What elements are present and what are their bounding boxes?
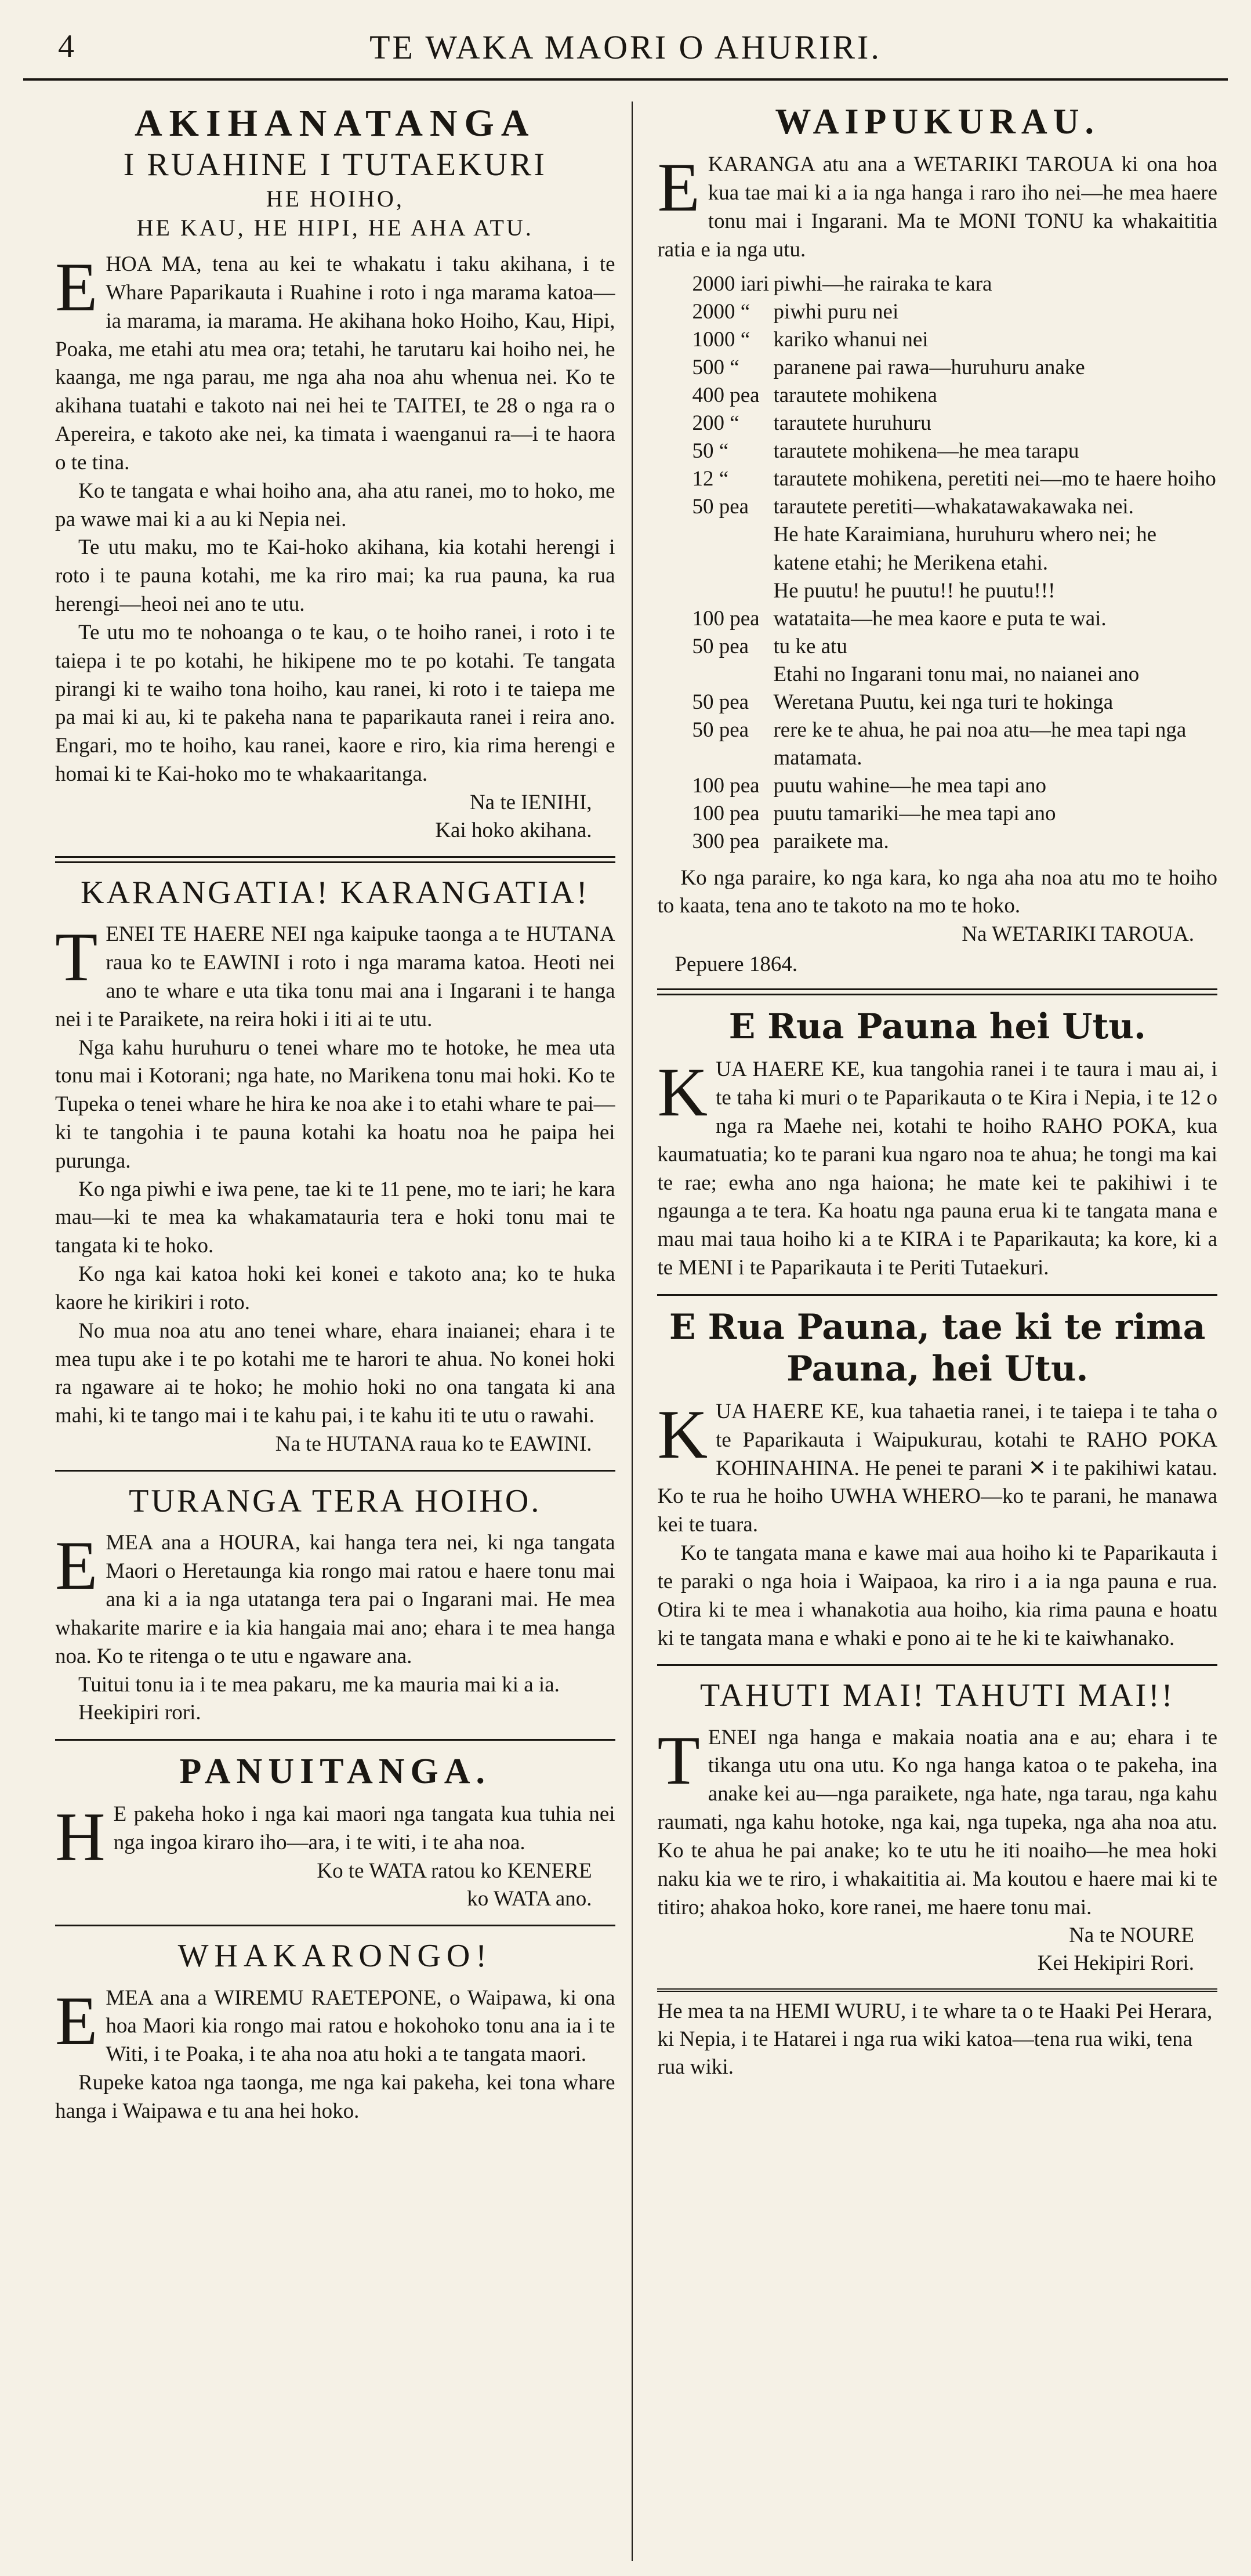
list-item	[692, 521, 1217, 577]
item-description: tu ke atu	[773, 634, 847, 658]
paragraph: Nga kahu huruhuru o tenei whare mo te hotoke, he mea uta tonu mai i Kotorani; nga hate, no Marikena tonu mai hoki. Ko te Tupeka o tenei whare he hira ke noa ake i to etahi whare te pai—ki te tangohia i te pauna kotahi ka hoatu noa he paipa hei purunga.	[55, 1035, 615, 1173]
quantity: 50 “	[692, 439, 729, 463]
quantity: 100 pea	[692, 606, 760, 631]
signature: Ko te WATA ratou ko KENERE	[317, 1859, 592, 1883]
quantity: 1000 “	[692, 327, 750, 352]
list-item	[692, 800, 1217, 828]
section-divider	[657, 1664, 1217, 1666]
article-title: E Rua Pauna hei Utu.	[728, 1006, 1146, 1048]
article-subtitle: I RUAHINE I TUTAEKURI	[123, 146, 547, 183]
item-description: Weretana Puutu, kei nga turi te hokinga	[773, 690, 1114, 715]
item-description: tarautete mohikena	[773, 383, 937, 407]
list-item	[692, 577, 1217, 605]
item-description: rere ke te ahua, he pai noa atu—he mea tapi nga matamata.	[773, 718, 1187, 770]
quantity: 500 “	[692, 355, 739, 379]
paragraph: Ko te tangata e whai hoiho ana, aha atu ranei, mo to hoko, me pa wawe mai ki a au ki Nepia nei.	[55, 479, 615, 531]
article-rua-pauna-rima	[657, 1306, 1217, 1653]
article-body	[55, 248, 615, 789]
paragraph: UA HAERE KE, kua tahaetia ranei, i te taiepa i te taha o te Paparikauta i Waipukurau, kotahi te RAHO POKA KOHINAHINA. He penei te parani ✕ i te pakihiwi katau. Ko te rua he hoiho UWHA WHERO—ko te parani, he manawa kei te tuara.	[657, 1399, 1217, 1537]
quantity: 100 pea	[692, 774, 760, 798]
quantity: 100 pea	[692, 802, 760, 826]
paragraph: ENEI TE HAERE NEI nga kaipuke taonga a te HUTANA raua ko te EAWINI i roto i nga marama katoa. Heoti nei ano te whare e uta tika tonu mai ana i Ingarani i te hanga nei i te Paraikete, na reira hoki i iti ai te utu.	[55, 922, 615, 1031]
list-item	[692, 298, 1217, 326]
article-body	[657, 148, 1217, 264]
article-title: WAIPUKURAU.	[775, 102, 1100, 142]
section-divider	[55, 1739, 615, 1741]
quantity: 50 pea	[692, 634, 749, 658]
list-item	[692, 270, 1217, 298]
item-description: puutu tamariki—he mea tapi ano	[773, 802, 1056, 826]
list-item	[692, 437, 1217, 465]
running-title: TE WAKA MAORI O AHURIRI.	[369, 28, 882, 66]
quantity: 50 pea	[692, 718, 749, 742]
drop-cap: K	[657, 1395, 708, 1473]
article-tahuti	[657, 1676, 1217, 1977]
quantity	[692, 521, 773, 577]
article-karangatia	[55, 874, 615, 1458]
article-subheading: HE HOIHO,	[266, 186, 404, 212]
section-divider	[657, 1294, 1217, 1296]
drop-cap: T	[657, 1721, 700, 1799]
paragraph: Ko nga piwhi e iwa pene, tae ki te 11 pene, mo te iari; he kara mau—ki te mea ka whakamatauria tera e hoki tonu mai te tangata ki te hoko.	[55, 1177, 615, 1258]
right-column	[633, 102, 1228, 2561]
drop-cap: T	[55, 918, 98, 996]
list-item	[692, 689, 1217, 716]
signature: Na te NOURE	[1069, 1923, 1194, 1948]
section-divider	[55, 1470, 615, 1472]
paragraph: Te utu maku, mo te Kai-hoko akihana, kia kotahi herengi i roto i te pauna kotahi, me ka riro mai; ka rua pauna, ka rua herengi—heoi nei ano te utu.	[55, 535, 615, 617]
section-divider	[55, 856, 615, 863]
article-waipukurau	[657, 102, 1217, 977]
item-description: tarautete peretiti—whakatawakawaka nei.	[773, 495, 1134, 519]
article-body	[55, 1529, 615, 1727]
list-item	[692, 493, 1217, 521]
signature: Na WETARIKI TAROUA.	[962, 922, 1194, 947]
signature: ko WATA ano.	[467, 1887, 592, 1911]
item-description: Etahi no Ingarani tonu mai, no naianei ano	[773, 662, 1140, 686]
article-akihanatanga	[55, 102, 615, 845]
columns	[23, 102, 1228, 2561]
paragraph: No mua noa atu ano tenei whare, ehara inaianei; ehara i te mea tupu ake i te po kotahi me te harori te ahua. No konei hoki ra ngaware ai te hoko; he mohio hoki no ona tangata ki ana mahi, ki te tango mai i te kahu pai, i te kahu iti te utu o rawahi.	[55, 1318, 615, 1428]
item-description: paraikete ma.	[773, 829, 889, 854]
item-description: kariko whanui nei	[773, 327, 929, 352]
section-divider	[657, 988, 1217, 995]
paragraph: Ko nga kai katoa hoki kei konei e takoto ana; ko te huka kaore he kirikiri i roto.	[55, 1262, 615, 1314]
date: Pepuere 1864.	[675, 952, 798, 977]
signature-title: Kai hoko akihana.	[435, 818, 592, 842]
paragraph: E pakeha hoko i nga kai maori nga tangata kua tuhia nei nga ingoa kiraro iho—ara, i te witi, i te aha noa.	[113, 1802, 615, 1855]
list-item	[692, 354, 1217, 382]
article-title: KARANGATIA! KARANGATIA!	[81, 875, 590, 911]
quantity	[692, 577, 773, 605]
item-description: puutu wahine—he mea tapi ano	[773, 774, 1047, 798]
item-description: piwhi—he rairaka te kara	[773, 271, 992, 296]
left-column	[23, 102, 632, 2561]
article-rua-pauna	[657, 1006, 1217, 1282]
signature: Na te HUTANA raua ko te EAWINI.	[275, 1432, 592, 1457]
paragraph: UA HAERE KE, kua tangohia ranei i te taura i mau ai, i te taha ki muri o te Paparikauta o te Kira i Nepia, i te 12 o nga ra Maehe nei, kotahi te hoiho RAHO POKA, kua kaumatuatia; ko te parani kua ngaro noa te ahua; he tongi ma kai te rae; ewha ano nga haiona; he mate kei te pakihiwi i te ngaunga a te tera. Ka hoatu nga pauna erua ki te tangata mana e mau mai taua hoiho ki a te KIRA i te Paparikauta; ka kore, ki a te MENI i te Paparikauta i te Periti Tutaekuri.	[657, 1057, 1217, 1280]
paragraph: ENEI nga hanga e makaia noatia ana e au; ehara i te tikanga utu ona utu. Ko nga hanga katoa o te pakeha, ina anake kei au—nga paraikete, nga hate, nga tarau, nga kahu raumati, nga kahu hotoke, nga kai, nga tupeka, nga aha noa atu. Ko te ahua he pai anake; ko te utu he iti noaiho—he mea hoki naku kia we te riro, i whakaititia ai. Ma koutou e haere mai ki te titiro; ahakoa hoko, kore ranei, me haere tonu mai.	[657, 1725, 1217, 1919]
quantity: 300 pea	[692, 829, 760, 854]
article-body	[55, 918, 615, 1430]
signature: Na te IENIHI,	[469, 790, 592, 814]
article-title: PANUITANGA.	[179, 1752, 491, 1792]
goods-list	[692, 270, 1217, 856]
item-description: He hate Karaimiana, huruhuru whero nei; he katene etahi; he Merikena etahi.	[773, 523, 1157, 575]
item-description: tarautete huruhuru	[773, 411, 931, 436]
quantity: 50 pea	[692, 690, 749, 715]
quantity: 2000 “	[692, 299, 750, 324]
article-turanga	[55, 1482, 615, 1727]
masthead	[23, 17, 1228, 81]
article-panuitanga	[55, 1751, 615, 1913]
quantity	[692, 661, 773, 689]
paragraph: Ko te tangata mana e kawe mai aua hoiho ki te Paparikauta i te paraki o nga hoia i Waipaoa, ka riro i a ia nga pauna e rua. Otira ki te mea i whanakotia aua hoiho, kia rima pauna e hoatu ki te tangata mana e whaki e pono ai te he ki te kaiwhanako.	[657, 1541, 1217, 1650]
article-subheading: HE KAU, HE HIPI, HE AHA ATU.	[136, 215, 534, 241]
list-item	[692, 828, 1217, 856]
article-title: TURANGA TERA HOIHO.	[129, 1483, 542, 1520]
paragraph: Ko nga paraire, ko nga kara, ko nga aha noa atu mo te hoiho to kaata, tena ano te takoto na mo te hoko.	[657, 865, 1217, 918]
paragraph: Tuitui tonu ia i te mea pakaru, me ka mauria mai ki a ia.	[78, 1672, 560, 1697]
paragraph: MEA ana a WIREMU RAETEPONE, o Waipawa, ki ona hoa Maori kia rongo mai ratou e hokohoko tonu ana ia i te Witi, i te Poaka, i te aha noa atu hoki a te tangata maori.	[106, 1986, 615, 2067]
list-item	[692, 633, 1217, 661]
drop-cap: E	[657, 148, 700, 226]
item-description: He puutu! he puutu!! he puutu!!!	[773, 578, 1056, 603]
article-title: WHAKARONGO!	[177, 1938, 492, 1974]
section-divider	[55, 1925, 615, 1926]
list-item	[692, 382, 1217, 410]
quantity: 200 “	[692, 411, 739, 436]
article-body	[657, 1721, 1217, 1922]
drop-cap: E	[55, 248, 98, 326]
list-item	[692, 326, 1217, 354]
article-body	[657, 1395, 1217, 1653]
signature-address: Kei Hekipiri Rori.	[1037, 1951, 1194, 1976]
item-description: paranene pai rawa—huruhuru anake	[773, 355, 1085, 379]
item-description: tarautete mohikena—he mea tarapu	[773, 439, 1079, 463]
article-title: TAHUTI MAI! TAHUTI MAI!!	[699, 1678, 1175, 1714]
paragraph: HOA MA, tena au kei te whakatu i taku akihana, i te Whare Paparikauta i Ruahine i roto i nga marama katoa—ia marama, ia marama. He akihana hoko Hoiho, Kau, Hipi, Poaka, me etahi atu mea ora; tetahi, he tarutaru kai hoiho nei, he kaanga, me nga parau, me nga aha noa ahu whenua nei. Ko te akihana tuatahi e takoto nai nei hei te TAITEI, te 28 o nga ra o Apereira, e takoto ake nei, ka timata i waenganui ra—i te haora o te tina.	[55, 252, 615, 474]
paragraph: MEA ana a HOURA, kai hanga tera nei, ki nga tangata Maori o Heretaunga kia rongo mai ratou e haere tonu mai ana ki a ia nga utatanga tera pai o Ingarani mai. He mea whakarite marire e ia kia hangaia mai ano; ehara i te mea hanga noa. Ko te ritenga o te utu e ngaware ana.	[55, 1531, 615, 1668]
article-title: AKIHANATANGA	[135, 102, 536, 144]
page-number: 4	[58, 28, 74, 64]
drop-cap: K	[657, 1053, 708, 1131]
paragraph: Te utu mo te nohoanga o te kau, o te hoiho ranei, i roto i te taiepa i te po kotahi, he hikipene mo te po kotahi. Te tangata pirangi ki te waiho tona hoiho, kau ranei, ki roto i te taiepa me pa mai ki au, ki te pakeha nana te paparikauta ranei i reira ano. Engari, mo te hoiho, kau ranei, kaore e riro, kia rima herengi e homai ki te Kai-hoko mo te whakaaritanga.	[55, 620, 615, 786]
list-item	[692, 465, 1217, 493]
item-description: piwhi puru nei	[773, 299, 899, 324]
paragraph: Rupeke katoa nga taonga, me nga kai pakeha, kei tona whare hanga i Waipawa e tu ana hei hoko.	[55, 2070, 615, 2123]
drop-cap: E	[55, 1981, 98, 2059]
article-body	[657, 864, 1217, 921]
article-body	[55, 1981, 615, 2126]
list-item	[692, 410, 1217, 437]
imprint: He mea ta na HEMI WURU, i te whare ta o te Haaki Pei Herara, ki Nepia, i te Hatarei i nga rua wiki katoa—tena rua wiki, tena rua wiki.	[657, 1988, 1217, 2081]
list-item	[692, 661, 1217, 689]
article-title: E Rua Pauna, tae ki te rima Pauna, hei Utu.	[669, 1306, 1206, 1389]
item-description: tarautete mohikena, peretiti nei—mo te haere hoiho	[773, 467, 1216, 491]
quantity: 50 pea	[692, 495, 749, 519]
quantity: 2000 iari	[692, 271, 769, 296]
quantity: 400 pea	[692, 383, 760, 407]
paragraph: Heekipiri rori.	[78, 1701, 201, 1725]
article-body	[657, 1053, 1217, 1282]
list-item	[692, 772, 1217, 800]
list-item	[692, 605, 1217, 633]
drop-cap: E	[55, 1527, 98, 1604]
quantity: 12 “	[692, 467, 729, 491]
drop-cap: H	[55, 1798, 106, 1876]
date-line	[657, 952, 1217, 977]
article-whakarongo	[55, 1937, 615, 2125]
paragraph: KARANGA atu ana a WETARIKI TAROUA ki ona hoa kua tae mai ki a ia nga hanga i raro iho nei—he mea haere tonu mai i Ingarani. Ma te MONI TONU ka whakaititia ratia e ia nga utu.	[657, 153, 1217, 262]
list-item	[692, 716, 1217, 772]
item-description: watataita—he mea kaore e puta te wai.	[773, 606, 1107, 631]
